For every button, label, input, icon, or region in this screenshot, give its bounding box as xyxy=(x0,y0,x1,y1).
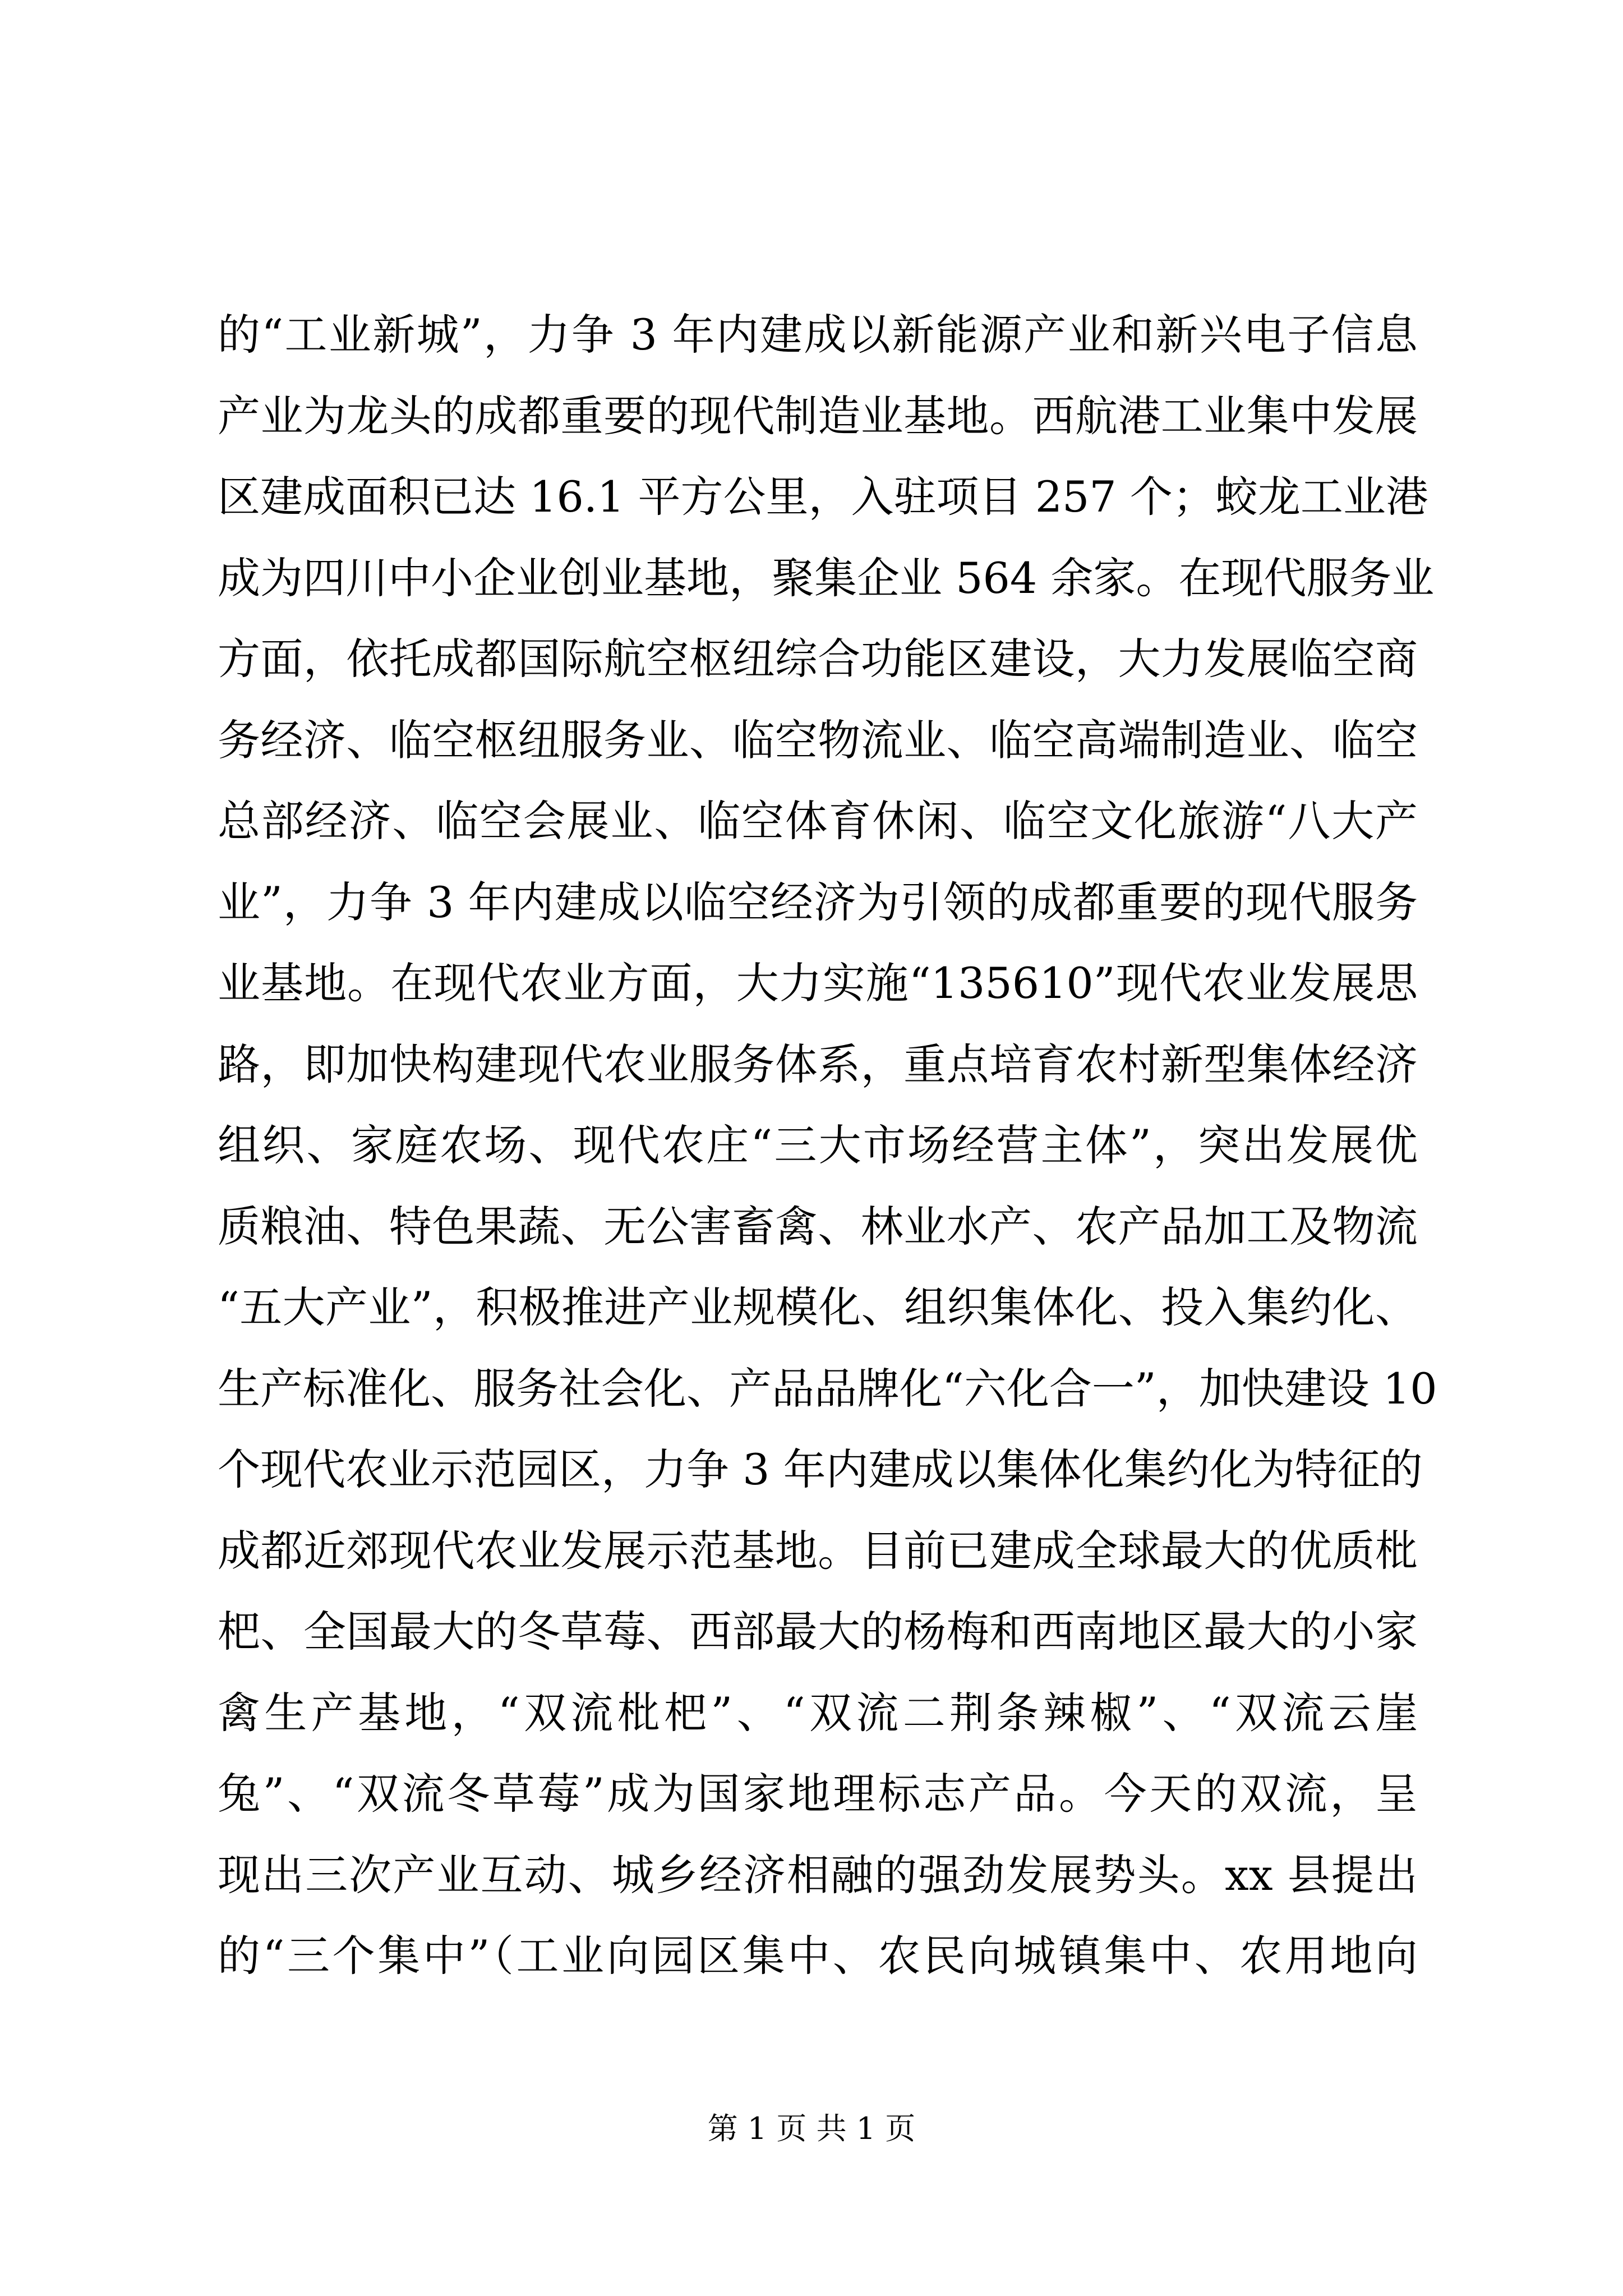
text-line: 兔”、“双流冬草莓”成为国家地理标志产品。今天的双流，呈 xyxy=(218,1769,1418,1819)
text-line: 的“工业新城”，力争 3 年内建成以新能源产业和新兴电子信息 xyxy=(218,310,1418,360)
text-line: 方面，依托成都国际航空枢纽综合功能区建设，大力发展临空商 xyxy=(218,634,1418,684)
text-line: 现出三次产业互动、城乡经济相融的强劲发展势头。xx 县提出 xyxy=(218,1849,1418,1900)
text-line: 禽生产基地，“双流枇杷”、“双流二荆条辣椒”、“双流云崖 xyxy=(218,1687,1418,1738)
page-footer xyxy=(0,2109,1623,2148)
text-line: 业”，力争 3 年内建成以临空经济为引领的成都重要的现代服务 xyxy=(218,877,1418,927)
text-line: 杷、全国最大的冬草莓、西部最大的杨梅和西南地区最大的小家 xyxy=(218,1607,1418,1657)
text-line: 区建成面积已达 16.1 平方公里，入驻项目 257 个；蛟龙工业港 xyxy=(218,472,1428,522)
text-line: 的“三个集中”（工业向园区集中、农民向城镇集中、农用地向 xyxy=(218,1931,1418,1981)
text-line: 生产标准化、服务社会化、产品品牌化“六化合一”，加快建设 10 xyxy=(218,1363,1437,1414)
text-line: 组织、家庭农场、现代农庄“三大市场经营主体”，突出发展优 xyxy=(218,1120,1418,1170)
page-number: 第 1 页 共 1 页 xyxy=(707,2111,916,2146)
text-line: 成都近郊现代农业发展示范基地。目前已建成全球最大的优质枇 xyxy=(218,1525,1418,1576)
text-line: 业基地。在现代农业方面，大力实施“135610”现代农业发展思 xyxy=(218,958,1418,1008)
text-line: 总部经济、临空会展业、临空体育休闲、临空文化旅游“八大产 xyxy=(218,796,1418,846)
text-line: 务经济、临空枢纽服务业、临空物流业、临空高端制造业、临空 xyxy=(218,715,1418,765)
text-line: “五大产业”，积极推进产业规模化、组织集体化、投入集约化、 xyxy=(218,1282,1418,1332)
text-line: 成为四川中小企业创业基地，聚集企业 564 余家。在现代服务业 xyxy=(218,553,1435,603)
body-text xyxy=(218,295,1437,1997)
text-line: 个现代农业示范园区，力争 3 年内建成以集体化集约化为特征的 xyxy=(218,1444,1423,1494)
text-line: 质粮油、特色果蔬、无公害畜禽、林业水产、农产品加工及物流 xyxy=(218,1201,1418,1251)
text-line: 路，即加快构建现代农业服务体系，重点培育农村新型集体经济 xyxy=(218,1039,1418,1089)
text-line: 产业为龙头的成都重要的现代制造业基地。西航港工业集中发展 xyxy=(218,390,1418,441)
